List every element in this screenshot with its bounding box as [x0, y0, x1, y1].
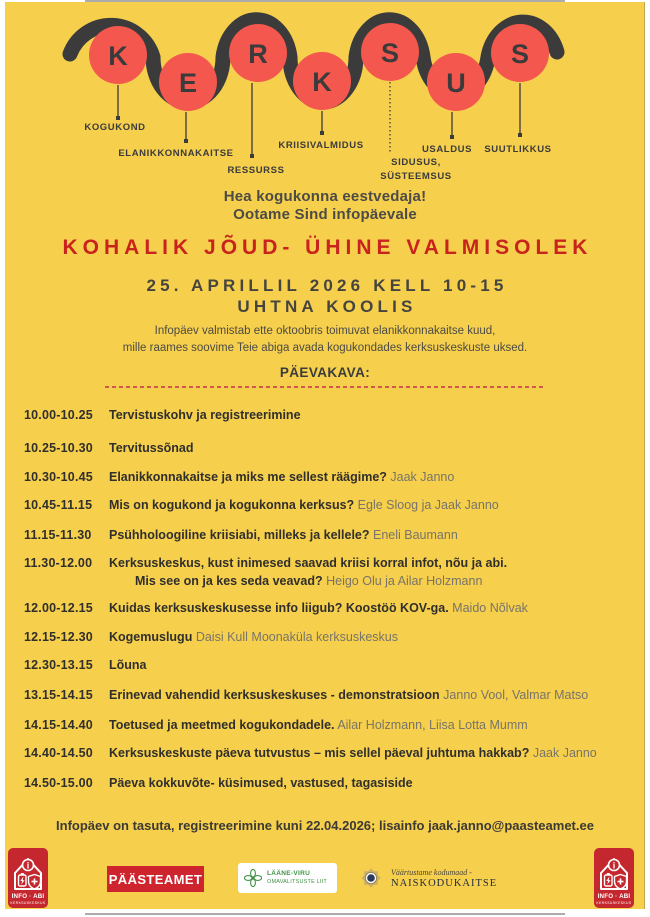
schedule-row	[24, 658, 644, 674]
schedule-row	[24, 408, 644, 424]
description-line-2: mille raames soovime Teie abiga avada kogukondades kerksuskeskuste uksed.	[122, 341, 528, 354]
row-title: Tervitussõnad	[109, 441, 194, 455]
laane-viru-logo	[238, 863, 337, 893]
kerksus-letter: E	[178, 68, 198, 98]
row-title: Kogemuslugu	[109, 630, 193, 644]
row-title-2: Mis see on ja kes seda veavad?	[135, 573, 323, 588]
label-susteemsus: SÜSTEEMSUS	[380, 171, 452, 182]
row-speaker: Daisi Kull Moonaküla kerksuskeskus	[195, 630, 398, 644]
registration-note: Infopäev on tasuta, registreerimine kuni 22.04.2026; lisainfo jaak.janno@paasteamet.ee	[56, 818, 594, 833]
row-title: Mis on kogukond ja kogukonna kerksus?	[109, 498, 355, 512]
star-emblem-icon	[358, 865, 384, 891]
row-time: 10.45-11.15	[24, 498, 93, 512]
schedule-row	[24, 441, 644, 457]
row-title: Elanikkonnakaitse ja miks me sellest räägime?	[109, 470, 387, 484]
kerksus-letter: K	[312, 67, 332, 97]
row-speaker: Eneli Baumann	[373, 528, 458, 542]
row-title: Kuidas kerksuskeskusesse info liigub? Koostöö KOV-ga.	[109, 601, 449, 615]
laane-viru-line-1: LÄÄNE-VIRU	[267, 870, 311, 877]
row-time: 11.30-12.00	[24, 556, 93, 570]
intro-line-1: Hea kogukonna eestvedaja!	[223, 188, 427, 205]
kerksus-letter: S	[510, 39, 530, 69]
label-suutlikkus: SUUTLIKKUS	[484, 144, 552, 155]
row-time: 14.50-15.00	[24, 776, 93, 790]
row-title: Psühholoogiline kriisiabi, milleks ja kellele?	[109, 528, 370, 542]
schedule-row	[24, 556, 644, 589]
row-time: 12.00-12.15	[24, 601, 93, 615]
row-speaker: Heigo Olu ja Ailar Holzmann	[326, 573, 483, 588]
row-title: Päeva kokkuvõte- küsimused, vastused, tagasiside	[109, 776, 413, 790]
description-line-1: Infopäev valmistab ette oktoobris toimuvat elanikkonnakaitse kuud,	[154, 325, 496, 337]
row-time: 10.30-10.45	[24, 470, 93, 484]
agenda-dashed-divider	[105, 386, 545, 388]
schedule-row	[24, 776, 644, 792]
kerksus-wave-logo	[0, 0, 650, 186]
schedule-row	[24, 528, 644, 544]
label-kriisivalmidus: KRIISIVALMIDUS	[278, 140, 364, 151]
naiskodukaitse-name: NAISKODUKAITSE	[391, 878, 498, 889]
schedule-row	[24, 498, 644, 514]
row-time: 14.40-14.50	[24, 746, 93, 760]
kerksus-labels	[84, 122, 551, 182]
info-abi-title: INFO · ABI	[11, 893, 45, 900]
flower-icon	[244, 869, 262, 887]
naiskodukaitse-motto: Väärtustame kodumaad -	[391, 868, 472, 877]
schedule-row	[24, 601, 644, 617]
info-abi-title: INFO · ABI	[597, 893, 631, 900]
label-elanikkonnakaitse: ELANIKKONNAKAITSE	[118, 148, 234, 159]
kerksus-letter: K	[108, 41, 128, 71]
info-abi-subtitle: KERKSUSKESKUS	[596, 901, 632, 905]
row-time: 10.25-10.30	[24, 441, 93, 455]
event-datetime: 25. APRILLIL 2026 KELL 10-15	[146, 276, 508, 295]
row-time: 12.15-12.30	[24, 630, 93, 644]
row-title: Tervistuskohv ja registreerimine	[109, 408, 301, 422]
row-speaker: Janno Vool, Valmar Matso	[443, 688, 589, 702]
label-kogukond: KOGUKOND	[84, 122, 146, 133]
schedule-row	[24, 718, 644, 734]
row-title: Kerksuskeskuste päeva tutvustus – mis sellel päeval juhtuma hakkab?	[109, 746, 530, 760]
row-title: Erinevad vahendid kerksuskeskuses - demonstratsioon	[109, 688, 440, 702]
paasteamet-logo: PÄÄSTEAMET	[107, 866, 204, 892]
label-usaldus: USALDUS	[421, 144, 473, 155]
row-time: 13.15-14.15	[24, 688, 93, 702]
row-speaker: Egle Sloog ja Jaak Janno	[357, 498, 499, 512]
kerksus-letter: R	[248, 39, 268, 69]
label-sidusus: SIDUSUS,	[391, 157, 441, 168]
naiskodukaitse-logo	[358, 861, 528, 895]
svg-text:i: i	[612, 860, 616, 871]
row-time: 10.00-10.25	[24, 408, 93, 422]
info-abi-subtitle: KERKSUSKESKUS	[10, 901, 46, 905]
row-title: Lõuna	[109, 658, 147, 672]
intro-line-2: Ootame Sind infopäevale	[233, 206, 417, 223]
event-headline: KOHALIK JÕUD- ÜHINE VALMISOLEK	[62, 236, 593, 259]
row-speaker: Jaak Janno	[390, 470, 455, 484]
row-time: 12.30-13.15	[24, 658, 93, 672]
row-speaker: Jaak Janno	[532, 746, 597, 760]
page-bottom-divider	[85, 913, 565, 915]
agenda-heading: PÄEVAKAVA:	[279, 365, 371, 380]
row-time: 11.15-11.30	[24, 528, 92, 542]
kerksus-letter: S	[380, 38, 400, 68]
label-ressurss: RESSURSS	[227, 165, 285, 176]
laane-viru-line-2: OMAVALITSUSTE LIIT	[267, 879, 327, 885]
schedule-row	[24, 630, 644, 646]
row-title: Toetused ja meetmed kogukondadele.	[109, 718, 335, 732]
schedule-row	[24, 746, 644, 762]
schedule-row	[24, 470, 644, 486]
row-time: 14.15-14.40	[24, 718, 93, 732]
info-abi-badge-left	[8, 848, 48, 908]
row-title: Kerksuskeskus, kust inimesed saavad kriisi korral infot, nõu ja abi.	[109, 556, 508, 570]
schedule-row	[24, 688, 644, 704]
svg-text:i: i	[26, 860, 30, 871]
row-speaker: Maido Nõlvak	[452, 601, 528, 615]
event-location: UHTNA KOOLIS	[237, 297, 417, 316]
row-speaker: Ailar Holzmann, Liisa Lotta Mumm	[337, 718, 528, 732]
info-abi-badge-right	[594, 848, 634, 908]
kerksus-letter: U	[446, 68, 466, 98]
